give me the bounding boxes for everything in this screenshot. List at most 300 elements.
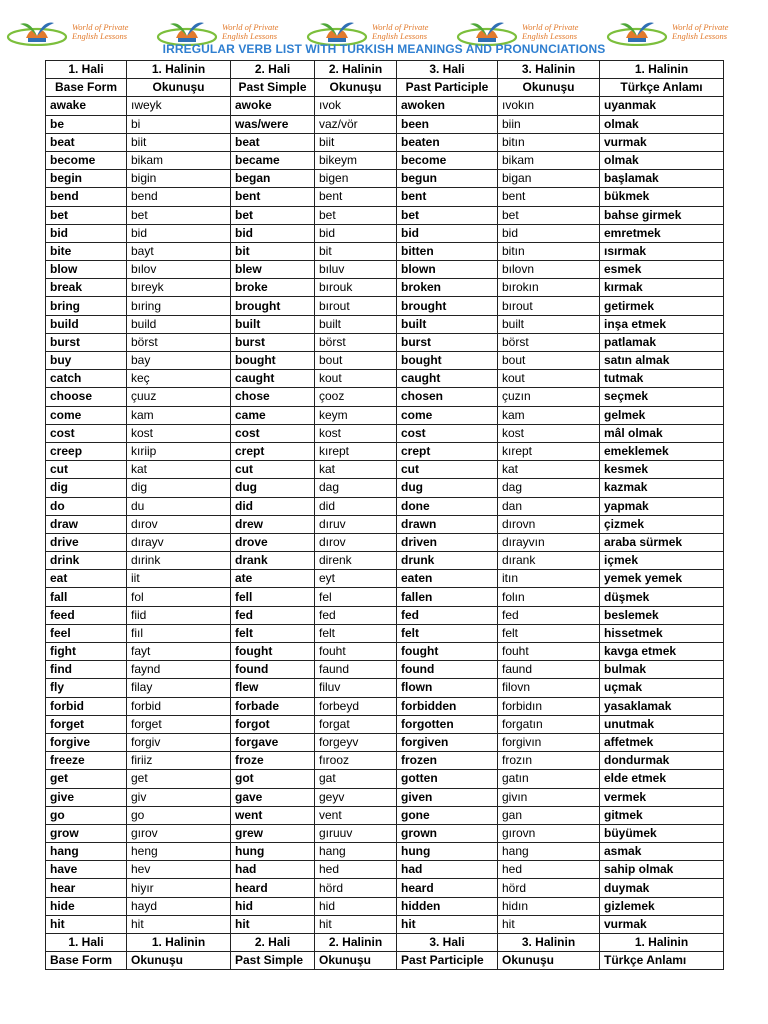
table-cell: was/were: [231, 115, 315, 133]
table-cell: beslemek: [600, 606, 724, 624]
table-cell: built: [231, 315, 315, 333]
table-cell: kırept: [498, 442, 600, 460]
table-cell: forbid: [46, 697, 127, 715]
table-cell: done: [397, 497, 498, 515]
table-cell: biin: [498, 115, 600, 133]
table-cell: hung: [397, 843, 498, 861]
table-cell: creep: [46, 442, 127, 460]
table-cell: hang: [498, 843, 600, 861]
table-cell: cut: [397, 461, 498, 479]
table-cell: cut: [231, 461, 315, 479]
table-cell: filay: [127, 679, 231, 697]
footer-row-bottom: [46, 952, 724, 970]
table-cell: bırout: [498, 297, 600, 315]
table-cell: choose: [46, 388, 127, 406]
table-cell: bigen: [315, 170, 397, 188]
table-cell: 2. Hali: [231, 61, 315, 79]
table-cell: vurmak: [600, 133, 724, 151]
table-cell: be: [46, 115, 127, 133]
table-cell: asmak: [600, 843, 724, 861]
table-row: [46, 570, 724, 588]
table-cell: drove: [231, 533, 315, 551]
table-cell: bend: [127, 188, 231, 206]
table-cell: unutmak: [600, 715, 724, 733]
table-row: [46, 115, 724, 133]
table-row: [46, 533, 724, 551]
table-cell: cut: [46, 461, 127, 479]
table-cell: had: [397, 861, 498, 879]
table-cell: chose: [231, 388, 315, 406]
table-cell: flew: [231, 679, 315, 697]
table-cell: went: [231, 806, 315, 824]
table-cell: bigin: [127, 170, 231, 188]
table-cell: drank: [231, 552, 315, 570]
table-cell: hidın: [498, 897, 600, 915]
table-cell: buy: [46, 352, 127, 370]
table-cell: cost: [46, 424, 127, 442]
table-cell: feel: [46, 624, 127, 642]
table-cell: give: [46, 788, 127, 806]
table-cell: bet: [127, 206, 231, 224]
table-row: [46, 879, 724, 897]
table-cell: felt: [231, 624, 315, 642]
table-cell: eaten: [397, 570, 498, 588]
table-cell: bılovn: [498, 261, 600, 279]
table-row: [46, 170, 724, 188]
table-cell: bitten: [397, 242, 498, 260]
table-row: [46, 315, 724, 333]
table-cell: found: [397, 661, 498, 679]
table-cell: bitın: [498, 133, 600, 151]
table-cell: become: [46, 151, 127, 169]
table-cell: hit: [397, 915, 498, 933]
table-cell: bılov: [127, 261, 231, 279]
table-cell: uçmak: [600, 679, 724, 697]
brand-line-1: World of Private: [672, 22, 729, 32]
table-cell: did: [315, 497, 397, 515]
table-row: [46, 97, 724, 115]
table-cell: yapmak: [600, 497, 724, 515]
table-cell: emeklemek: [600, 442, 724, 460]
table-cell: gan: [498, 806, 600, 824]
table-cell: caught: [397, 370, 498, 388]
table-cell: çuzın: [498, 388, 600, 406]
table-cell: heng: [127, 843, 231, 861]
table-cell: dırayv: [127, 533, 231, 551]
table-cell: kesmek: [600, 461, 724, 479]
table-row: [46, 442, 724, 460]
table-cell: hit: [127, 915, 231, 933]
table-cell: brought: [231, 297, 315, 315]
table-cell: dig: [127, 479, 231, 497]
table-cell: forget: [127, 715, 231, 733]
table-cell: caught: [231, 370, 315, 388]
table-cell: gotten: [397, 770, 498, 788]
table-cell: bet: [315, 206, 397, 224]
table-cell: bırokın: [498, 279, 600, 297]
table-cell: bıluv: [315, 261, 397, 279]
table-cell: fly: [46, 679, 127, 697]
table-cell: fırooz: [315, 752, 397, 770]
table-cell: olmak: [600, 151, 724, 169]
table-cell: chosen: [397, 388, 498, 406]
table-cell: felt: [315, 624, 397, 642]
brand-line-1: World of Private: [522, 22, 579, 32]
verb-table: [45, 60, 724, 970]
table-cell: fayt: [127, 643, 231, 661]
table-cell: gatın: [498, 770, 600, 788]
table-cell: 1. Halinin: [127, 934, 231, 952]
table-row: [46, 151, 724, 169]
table-cell: come: [397, 406, 498, 424]
table-cell: bent: [231, 188, 315, 206]
table-row: [46, 424, 724, 442]
table-cell: hang: [315, 843, 397, 861]
table-row: [46, 643, 724, 661]
table-cell: find: [46, 661, 127, 679]
table-row: [46, 552, 724, 570]
table-cell: inşa etmek: [600, 315, 724, 333]
table-cell: bid: [231, 224, 315, 242]
table-cell: bid: [498, 224, 600, 242]
table-row: [46, 352, 724, 370]
table-cell: hid: [231, 897, 315, 915]
table-cell: gırovn: [498, 824, 600, 842]
table-row: [46, 242, 724, 260]
table-row: [46, 606, 724, 624]
brand-logo-text: [72, 23, 128, 41]
table-cell: dırank: [498, 552, 600, 570]
table-cell: bent: [315, 188, 397, 206]
table-cell: hit: [46, 915, 127, 933]
table-cell: bought: [231, 352, 315, 370]
table-cell: built: [397, 315, 498, 333]
table-cell: get: [46, 770, 127, 788]
table-row: [46, 515, 724, 533]
table-cell: gıruuv: [315, 824, 397, 842]
table-cell: cost: [231, 424, 315, 442]
table-row: [46, 479, 724, 497]
table-cell: drive: [46, 533, 127, 551]
table-cell: bet: [498, 206, 600, 224]
table-cell: esmek: [600, 261, 724, 279]
table-cell: grew: [231, 824, 315, 842]
table-cell: hear: [46, 879, 127, 897]
table-cell: become: [397, 151, 498, 169]
table-cell: kıriip: [127, 442, 231, 460]
table-cell: dug: [397, 479, 498, 497]
table-cell: Okunuşu: [315, 952, 397, 970]
brand-line-2: English Lessons: [372, 31, 428, 41]
table-row: [46, 261, 724, 279]
table-cell: kout: [498, 370, 600, 388]
table-row: [46, 297, 724, 315]
brand-line-1: World of Private: [372, 22, 429, 32]
table-cell: frozen: [397, 752, 498, 770]
table-cell: dug: [231, 479, 315, 497]
table-cell: built: [498, 315, 600, 333]
table-cell: vaz/vör: [315, 115, 397, 133]
table-cell: kam: [127, 406, 231, 424]
table-cell: Base Form: [46, 79, 127, 97]
table-cell: biit: [315, 133, 397, 151]
table-row: [46, 461, 724, 479]
table-cell: kat: [498, 461, 600, 479]
brand-line-2: English Lessons: [522, 31, 578, 41]
table-cell: frozın: [498, 752, 600, 770]
table-row: [46, 497, 724, 515]
table-cell: araba sürmek: [600, 533, 724, 551]
table-cell: bid: [397, 224, 498, 242]
table-cell: crept: [397, 442, 498, 460]
table-cell: givın: [498, 788, 600, 806]
brand-line-2: English Lessons: [222, 31, 278, 41]
table-cell: fought: [397, 643, 498, 661]
table-cell: 2. Hali: [231, 934, 315, 952]
table-cell: direnk: [315, 552, 397, 570]
table-cell: drew: [231, 515, 315, 533]
table-row: [46, 770, 724, 788]
table-cell: keç: [127, 370, 231, 388]
table-cell: built: [315, 315, 397, 333]
table-cell: awoken: [397, 97, 498, 115]
table-cell: Okunuşu: [315, 79, 397, 97]
table-row: [46, 661, 724, 679]
table-cell: freeze: [46, 752, 127, 770]
page-title: IRREGULAR VERB LIST WITH TURKISH MEANINGS AND PRONUNCIATIONS: [162, 42, 606, 56]
table-cell: forbid: [127, 697, 231, 715]
table-cell: forgotten: [397, 715, 498, 733]
table-cell: did: [231, 497, 315, 515]
table-cell: dag: [315, 479, 397, 497]
table-cell: ısırmak: [600, 242, 724, 260]
table-cell: 1. Halinin: [127, 61, 231, 79]
table-cell: Okunuşu: [127, 79, 231, 97]
table-cell: fed: [231, 606, 315, 624]
table-cell: bend: [46, 188, 127, 206]
table-cell: 3. Halinin: [498, 61, 600, 79]
table-cell: firiiz: [127, 752, 231, 770]
table-cell: mâl olmak: [600, 424, 724, 442]
table-row: [46, 915, 724, 933]
table-cell: 1. Halinin: [600, 934, 724, 952]
table-cell: itın: [498, 570, 600, 588]
table-cell: börst: [127, 333, 231, 351]
table-cell: 3. Halinin: [498, 934, 600, 952]
table-row: [46, 333, 724, 351]
table-cell: dırovn: [498, 515, 600, 533]
table-cell: eat: [46, 570, 127, 588]
table-cell: got: [231, 770, 315, 788]
table-cell: forgat: [315, 715, 397, 733]
table-cell: kost: [127, 424, 231, 442]
table-cell: crept: [231, 442, 315, 460]
table-cell: dırink: [127, 552, 231, 570]
table-cell: giv: [127, 788, 231, 806]
table-cell: became: [231, 151, 315, 169]
table-cell: yemek yemek: [600, 570, 724, 588]
table-cell: affetmek: [600, 733, 724, 751]
table-row: [46, 697, 724, 715]
table-cell: hiyır: [127, 879, 231, 897]
table-cell: had: [231, 861, 315, 879]
table-cell: ıweyk: [127, 97, 231, 115]
table-cell: forgiven: [397, 733, 498, 751]
table-cell: yasaklamak: [600, 697, 724, 715]
table-cell: Okunuşu: [127, 952, 231, 970]
table-cell: gat: [315, 770, 397, 788]
table-cell: 1. Hali: [46, 61, 127, 79]
table-cell: bet: [231, 206, 315, 224]
table-cell: drunk: [397, 552, 498, 570]
table-cell: bükmek: [600, 188, 724, 206]
table-cell: fol: [127, 588, 231, 606]
table-cell: cost: [397, 424, 498, 442]
table-cell: beat: [231, 133, 315, 151]
table-cell: Past Simple: [231, 952, 315, 970]
table-cell: forgave: [231, 733, 315, 751]
table-cell: felt: [498, 624, 600, 642]
table-cell: blow: [46, 261, 127, 279]
table-cell: froze: [231, 752, 315, 770]
table-cell: burst: [46, 333, 127, 351]
table-cell: gelmek: [600, 406, 724, 424]
table-cell: filovn: [498, 679, 600, 697]
table-cell: vurmak: [600, 915, 724, 933]
table-cell: börst: [498, 333, 600, 351]
table-cell: hit: [498, 915, 600, 933]
table-cell: fouht: [498, 643, 600, 661]
table-cell: forgatın: [498, 715, 600, 733]
table-cell: burst: [397, 333, 498, 351]
brand-logo-text: [222, 23, 278, 41]
table-cell: bi: [127, 115, 231, 133]
table-cell: kazmak: [600, 479, 724, 497]
header-row-bottom: [46, 79, 724, 97]
table-cell: kost: [498, 424, 600, 442]
table-cell: faynd: [127, 661, 231, 679]
table-cell: Past Simple: [231, 79, 315, 97]
table-cell: hang: [46, 843, 127, 861]
table-cell: bay: [127, 352, 231, 370]
table-cell: çooz: [315, 388, 397, 406]
table-cell: filuv: [315, 679, 397, 697]
table-cell: Okunuşu: [498, 952, 600, 970]
table-cell: come: [46, 406, 127, 424]
table-cell: vent: [315, 806, 397, 824]
table-cell: blown: [397, 261, 498, 279]
table-cell: gizlemek: [600, 897, 724, 915]
table-cell: bigan: [498, 170, 600, 188]
table-cell: heard: [231, 879, 315, 897]
table-cell: forgivın: [498, 733, 600, 751]
table-cell: bikam: [498, 151, 600, 169]
table-cell: bent: [397, 188, 498, 206]
table-cell: grow: [46, 824, 127, 842]
table-cell: broke: [231, 279, 315, 297]
table-cell: fouht: [315, 643, 397, 661]
table-cell: bite: [46, 242, 127, 260]
table-cell: came: [231, 406, 315, 424]
table-cell: fed: [397, 606, 498, 624]
table-cell: bid: [46, 224, 127, 242]
table-cell: build: [127, 315, 231, 333]
table-cell: burst: [231, 333, 315, 351]
table-cell: bitın: [498, 242, 600, 260]
table-cell: Okunuşu: [498, 79, 600, 97]
table-cell: faund: [498, 661, 600, 679]
table-cell: emretmek: [600, 224, 724, 242]
table-cell: fall: [46, 588, 127, 606]
table-cell: bet: [397, 206, 498, 224]
table-cell: fel: [315, 588, 397, 606]
table-cell: forbeyd: [315, 697, 397, 715]
table-cell: fought: [231, 643, 315, 661]
table-cell: börst: [315, 333, 397, 351]
table-cell: get: [127, 770, 231, 788]
table-cell: hung: [231, 843, 315, 861]
table-row: [46, 679, 724, 697]
table-cell: forbade: [231, 697, 315, 715]
table-cell: bahse girmek: [600, 206, 724, 224]
table-cell: hid: [315, 897, 397, 915]
brand-line-1: World of Private: [222, 22, 279, 32]
brand-line-2: English Lessons: [672, 31, 728, 41]
table-row: [46, 224, 724, 242]
table-cell: gırov: [127, 824, 231, 842]
table-cell: drink: [46, 552, 127, 570]
table-cell: bıring: [127, 297, 231, 315]
table-cell: bought: [397, 352, 498, 370]
table-cell: hit: [231, 915, 315, 933]
table-row: [46, 806, 724, 824]
table-cell: begin: [46, 170, 127, 188]
table-row: [46, 588, 724, 606]
brand-line-2: English Lessons: [72, 31, 128, 41]
table-cell: seçmek: [600, 388, 724, 406]
table-cell: getirmek: [600, 297, 724, 315]
table-cell: keym: [315, 406, 397, 424]
table-cell: forgot: [231, 715, 315, 733]
table-row: [46, 279, 724, 297]
brand-line-1: World of Private: [72, 22, 129, 32]
table-cell: dırayvın: [498, 533, 600, 551]
table-cell: bırout: [315, 297, 397, 315]
brand-logo-text: [372, 23, 428, 41]
table-cell: feed: [46, 606, 127, 624]
table-cell: çizmek: [600, 515, 724, 533]
table-cell: awoke: [231, 97, 315, 115]
table-row: [46, 370, 724, 388]
table-cell: hed: [498, 861, 600, 879]
table-cell: bikeym: [315, 151, 397, 169]
table-cell: flown: [397, 679, 498, 697]
table-row: [46, 624, 724, 642]
table-cell: forgive: [46, 733, 127, 751]
table-row: [46, 188, 724, 206]
table-cell: 1. Hali: [46, 934, 127, 952]
table-cell: begun: [397, 170, 498, 188]
table-cell: hev: [127, 861, 231, 879]
table-cell: draw: [46, 515, 127, 533]
table-cell: sahip olmak: [600, 861, 724, 879]
table-cell: kam: [498, 406, 600, 424]
table-cell: ate: [231, 570, 315, 588]
table-cell: build: [46, 315, 127, 333]
table-cell: kırmak: [600, 279, 724, 297]
table-row: [46, 388, 724, 406]
table-cell: fell: [231, 588, 315, 606]
